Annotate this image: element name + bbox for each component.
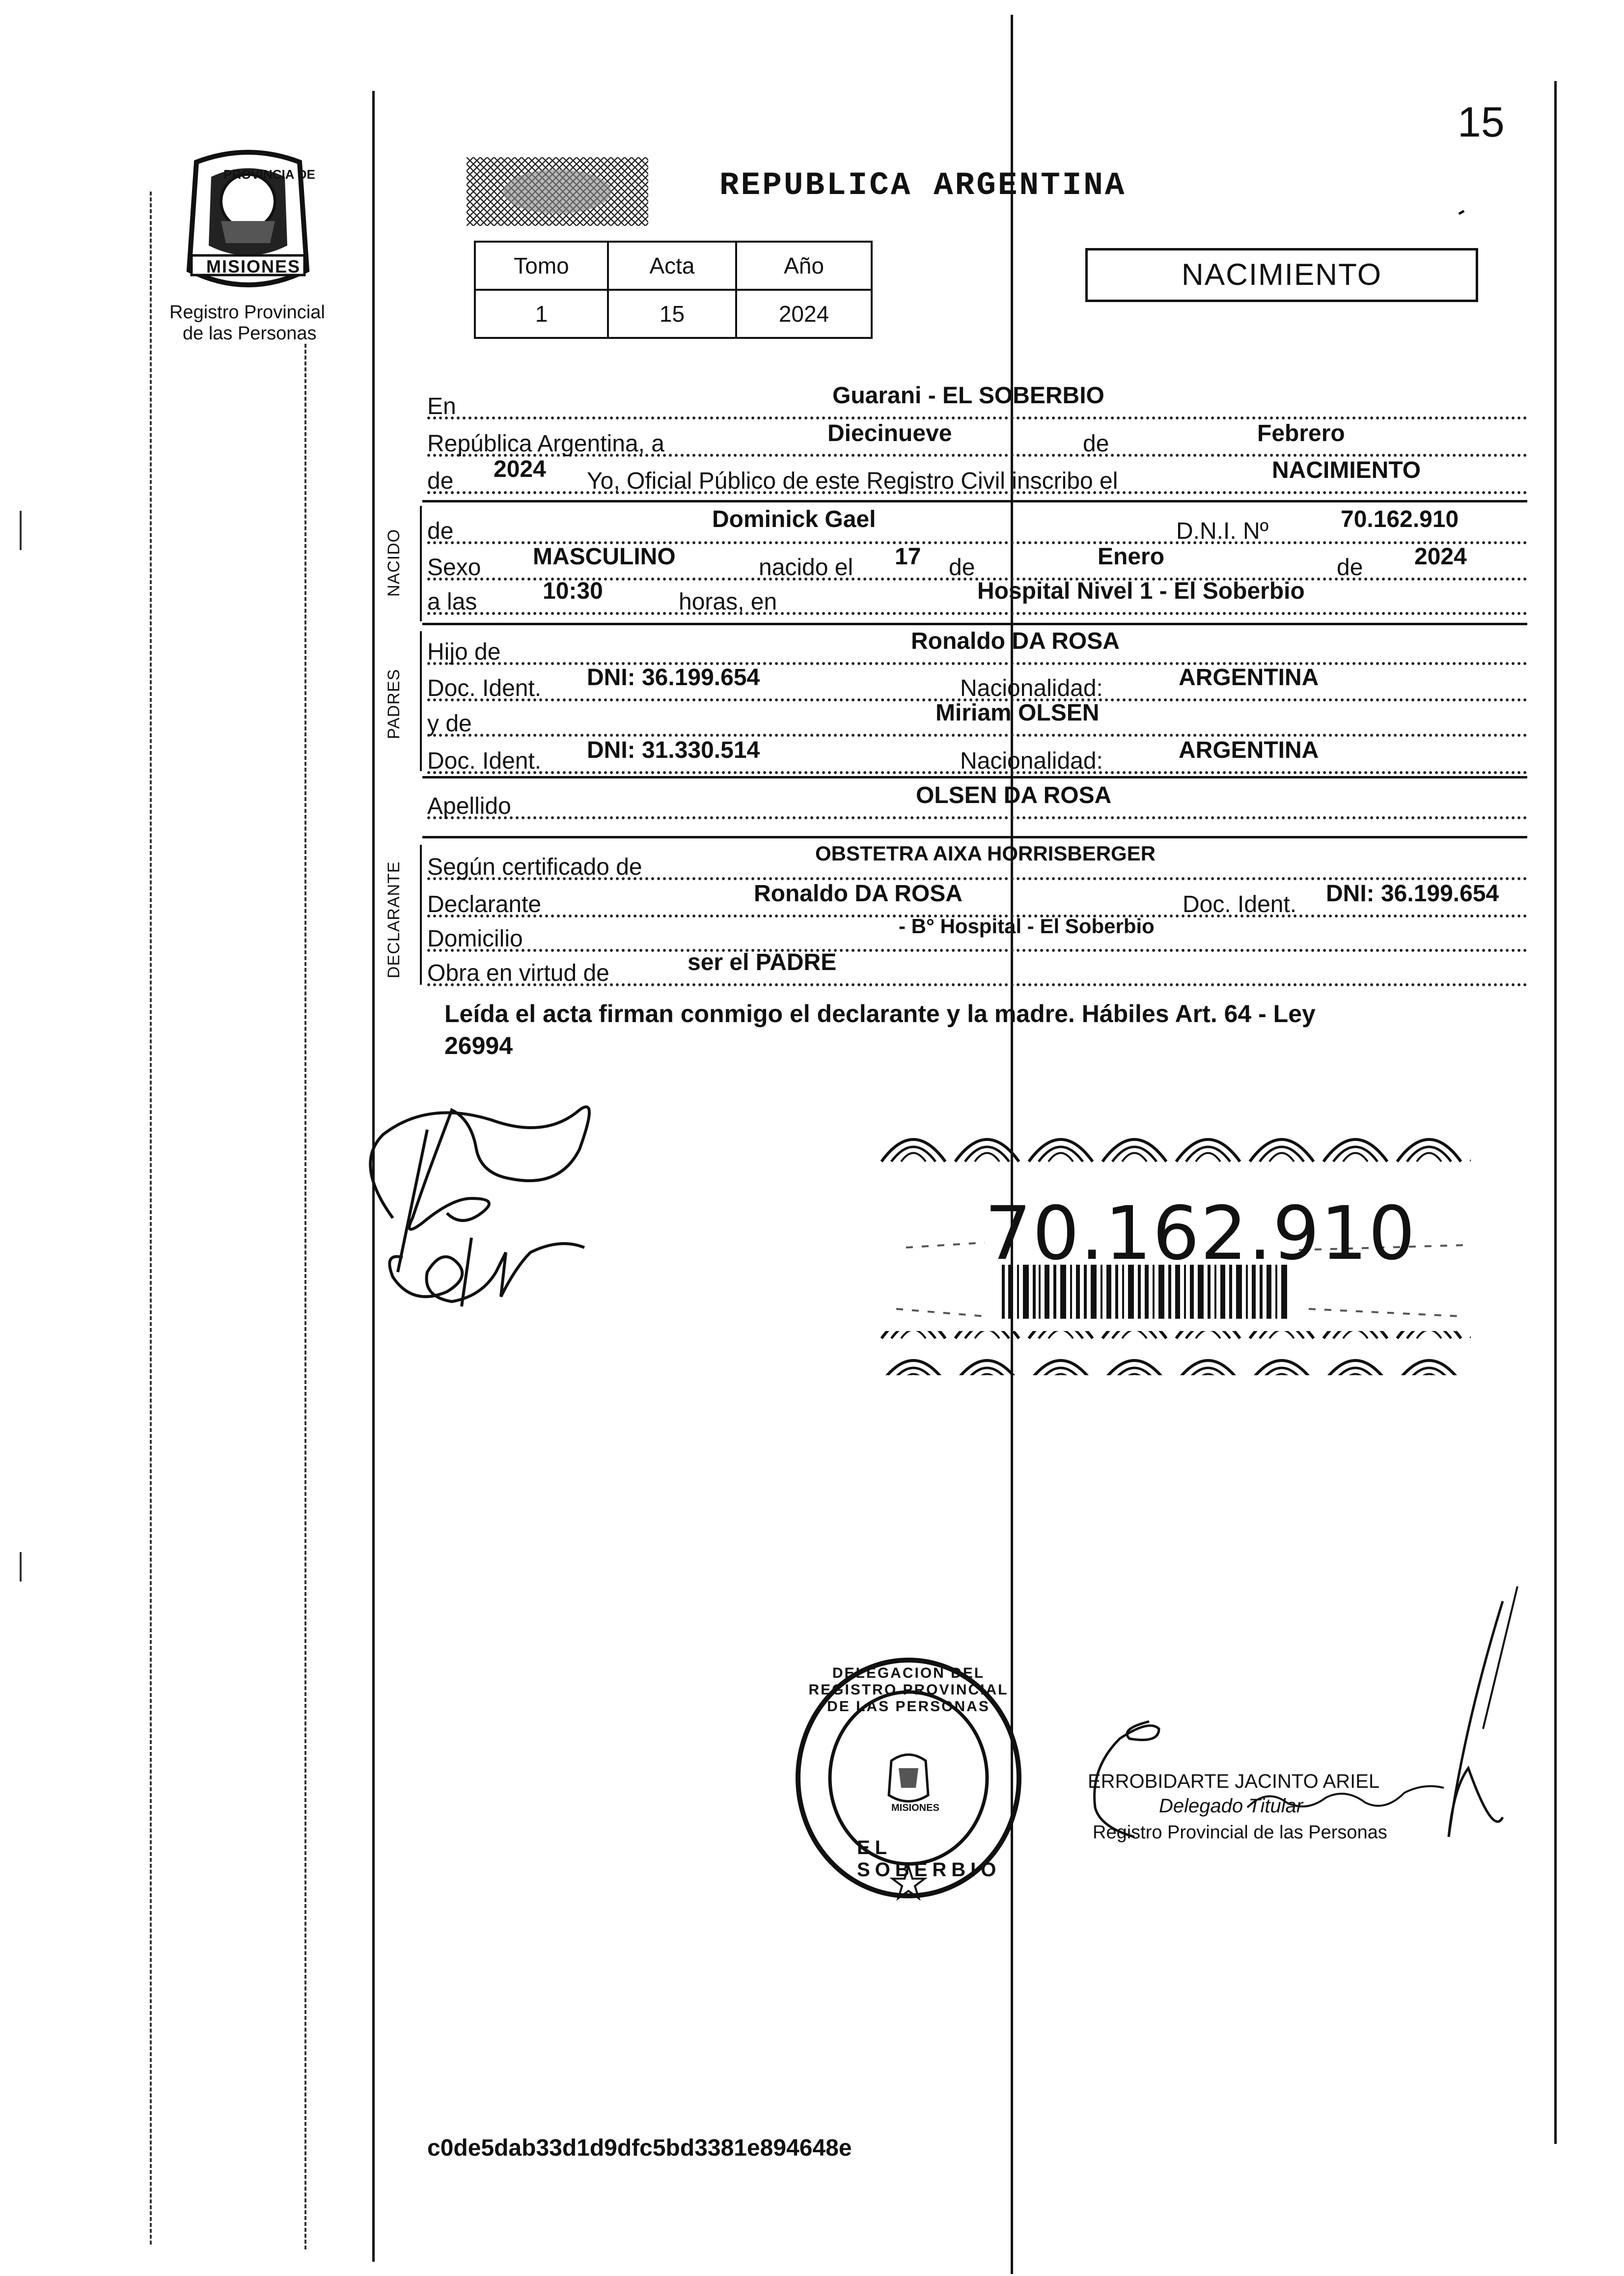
hour-value: 10:30	[543, 578, 603, 604]
dni-label: D.N.I. Nº	[1176, 518, 1269, 544]
seal-ring-text: DELEGACION DEL REGISTRO PROVINCIAL DE LAS PERSONAS	[808, 1665, 1009, 1715]
apellido-value: OLSEN DA ROSA	[916, 782, 1112, 808]
margin-dash-line-right	[304, 344, 306, 2249]
obra-label: Obra en virtud de	[427, 960, 609, 986]
security-emblem	[467, 157, 648, 226]
page-number: 15	[1458, 99, 1505, 146]
provincial-logo	[177, 147, 319, 295]
birth-de-label: de	[949, 555, 975, 581]
nacido-bracket	[420, 506, 422, 621]
father-doc-label: Doc. Ident.	[427, 675, 542, 701]
section-label-padres: PADRES	[385, 668, 403, 739]
father-doc-value: DNI: 36.199.654	[587, 665, 760, 691]
year-prefix-label: de	[427, 468, 454, 494]
seal-inner-logo-text: MISIONES	[891, 1803, 939, 1813]
de-month-label: de	[1083, 431, 1109, 457]
nacido-el-label: nacido el	[759, 555, 853, 581]
republica-label: República Argentina, a	[427, 431, 664, 457]
record-type-box: NACIMIENTO	[1085, 248, 1478, 302]
padres-bracket	[420, 631, 422, 771]
declarante-value: Ronaldo DA ROSA	[754, 881, 963, 907]
table-header-tomo: Tomo	[475, 242, 608, 290]
birthplace-value: Hospital Nivel 1 - El Soberbio	[977, 578, 1305, 604]
birth-de-label-2: de	[1337, 555, 1363, 581]
mother-doc-value: DNI: 31.330.514	[587, 737, 760, 763]
rule-apellido-top	[422, 776, 1527, 778]
inscribo-text: Yo, Oficial Público de este Registro Civil inscribo el	[587, 468, 1118, 494]
declarante-bracket	[420, 845, 422, 985]
father-nationality-value: ARGENTINA	[1179, 665, 1319, 691]
note-line-1: Leída el acta firman conmigo el declarante y la madre. Hábiles Art. 64 - Ley	[444, 1000, 1316, 1027]
horas-en-label: horas, en	[679, 589, 777, 615]
declarante-doc-value: DNI: 36.199.654	[1326, 881, 1499, 907]
section-label-nacido: NACIDO	[385, 528, 403, 597]
a-las-label: a las	[427, 589, 477, 615]
certificado-value: OBSTETRA AIXA HORRISBERGER	[815, 842, 1156, 865]
apellido-label: Apellido	[427, 793, 511, 819]
obra-value: ser el PADRE	[688, 949, 837, 975]
birth-day-value: 17	[895, 544, 921, 570]
registry-line-2: de las Personas	[183, 323, 317, 344]
table-header-ano: Año	[736, 242, 872, 290]
nacido-de-label: de	[427, 518, 454, 544]
declarante-doc-label: Doc. Ident.	[1183, 891, 1297, 917]
logo-top-text: PROVINCIA DE	[223, 167, 315, 182]
officer-institution: Registro Provincial de las Personas	[1093, 1822, 1387, 1843]
stray-mark	[1459, 210, 1465, 215]
table-value-acta: 15	[608, 290, 736, 338]
record-table	[474, 241, 873, 339]
father-nationality-label: Nacionalidad:	[960, 675, 1103, 701]
rule-padres-top	[422, 623, 1527, 625]
section-label-declarante: DECLARANTE	[385, 861, 403, 978]
table-value-ano: 2024	[736, 290, 872, 338]
domicilio-value: - B° Hospital - El Soberbio	[899, 915, 1155, 938]
table-value-tomo: 1	[475, 290, 608, 338]
body-right-border	[1554, 81, 1557, 2144]
year-value: 2024	[494, 456, 546, 482]
officer-name: ERROBIDARTE JACINTO ARIEL	[1088, 1771, 1380, 1792]
logo-bottom-text: MISIONES	[206, 256, 301, 277]
father-name-value: Ronaldo DA ROSA	[911, 628, 1120, 654]
mother-nationality-label: Nacionalidad:	[960, 748, 1103, 774]
official-seal	[793, 1655, 1024, 1901]
hijo-de-label: Hijo de	[427, 639, 501, 665]
mother-nationality-value: ARGENTINA	[1179, 737, 1319, 763]
table-header-acta: Acta	[608, 242, 736, 290]
mother-doc-label: Doc. Ident.	[427, 748, 542, 774]
month-value: Febrero	[1257, 420, 1345, 446]
domicilio-label: Domicilio	[427, 926, 523, 952]
rule-nacido-top	[422, 500, 1527, 502]
note-line-2: 26994	[444, 1032, 513, 1059]
barcode-sticker	[877, 1122, 1471, 1378]
seal-inner-text: EL SOBERBIO	[857, 1837, 1001, 1881]
rule-declarante-top	[422, 836, 1527, 838]
birth-year-value: 2024	[1414, 544, 1467, 570]
registry-line-1: Registro Provincial	[169, 302, 325, 323]
mother-name-value: Miriam OLSEN	[936, 700, 1100, 726]
nacido-name-value: Dominick Gael	[712, 506, 876, 532]
document-title: REPUBLICA ARGENTINA	[719, 167, 1127, 204]
verification-hash: c0de5dab33d1d9dfc5bd3381e894648e	[427, 2135, 852, 2161]
margin-tick-1	[20, 511, 22, 550]
place-value: Guarani - EL SOBERBIO	[832, 383, 1104, 409]
margin-tick-2	[20, 1552, 22, 1582]
sexo-value: MASCULINO	[533, 544, 676, 570]
en-label: En	[427, 393, 456, 419]
certificado-label: Según certificado de	[427, 854, 642, 880]
declarant-signature	[354, 1090, 599, 1316]
day-value: Diecinueve	[827, 420, 952, 446]
declarante-label: Declarante	[427, 891, 542, 917]
y-de-label: y de	[427, 711, 472, 737]
dni-value: 70.162.910	[1341, 506, 1459, 532]
barcode-number: 70.162.910	[985, 1191, 1416, 1277]
birth-month-value: Enero	[1098, 544, 1165, 570]
sexo-label: Sexo	[427, 555, 481, 581]
officer-signature	[1061, 1582, 1542, 1891]
officer-title: Delegado Titular	[1159, 1795, 1303, 1817]
act-type-value: NACIMIENTO	[1272, 457, 1421, 483]
margin-dash-line-left	[150, 192, 152, 2245]
